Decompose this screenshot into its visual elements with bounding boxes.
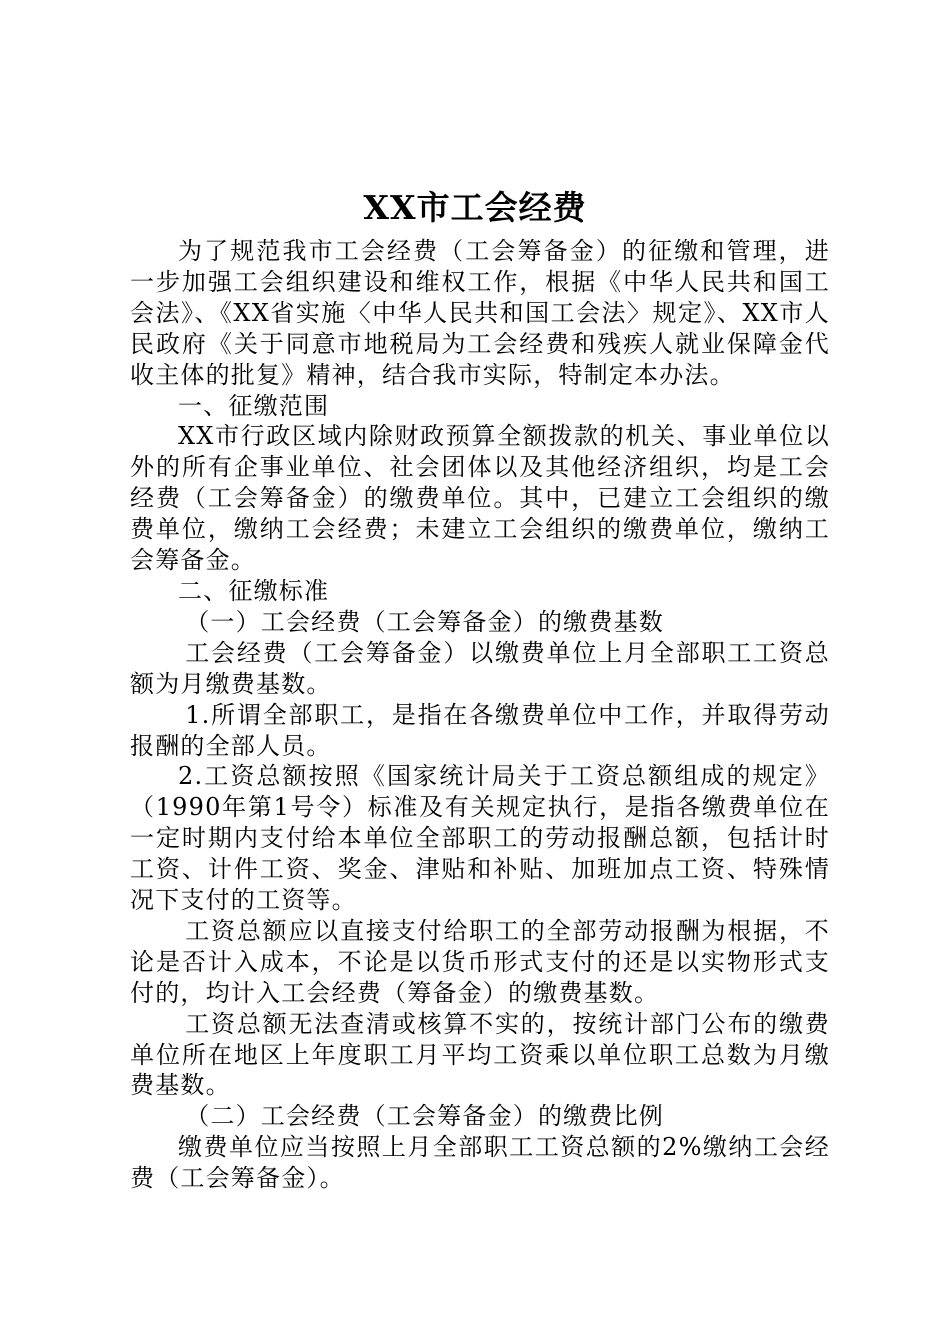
paragraph-base: 工会经费（工会筹备金）以缴费单位上月全部职工工资总额为月缴费基数。	[130, 638, 830, 698]
paragraph-item-1: 1.所谓全部职工，是指在各缴费单位中工作，并取得劳动报酬的全部人员。	[130, 700, 830, 760]
section-heading-scope: 一、征缴范围	[178, 391, 330, 420]
paragraph-item-2: 2.工资总额按照《国家统计局关于工资总额组成的规定》（1990年第1号令）标准及有关规定执行，是指各缴费单位在一定时期内支付给本单位全部职工的劳动报酬总额，包括计时工资、计件工资、奖金、津贴和补贴、加班加点工资、特殊情况下支付的工资等。	[130, 762, 830, 915]
document-title: XX市工会经费	[363, 188, 587, 227]
section-heading-standard: 二、征缴标准	[178, 576, 330, 605]
paragraph-ratio: 缴费单位应当按照上月全部职工工资总额的2%缴纳工会经费（工会筹备金）。	[130, 1133, 830, 1193]
paragraph-intro: 为了规范我市工会经费（工会筹备金）的征缴和管理，进一步加强工会组织建设和维权工作，根据《中华人民共和国工会法》、《XX省实施〈中华人民共和国工会法〉规定》、XX市人民政府《关于同意市地税局为工会经费和残疾人就业保障金代收主体的批复》精神，结合我市实际，特制定本办法。	[130, 237, 830, 389]
subsection-heading-ratio: （二）工会经费（工会筹备金）的缴费比例	[185, 1102, 664, 1131]
document-body	[130, 236, 830, 1194]
paragraph-wage-basis: 工资总额应以直接支付给职工的全部劳动报酬为根据，不论是否计入成本，不论是以货币形式支付的还是以实物形式支付的，均计入工会经费（筹备金）的缴费基数。	[130, 916, 830, 1007]
subsection-heading-base: （一）工会经费（工会筹备金）的缴费基数	[185, 607, 664, 636]
paragraph-scope: XX市行政区域内除财政预算全额拨款的机关、事业单位以外的所有企事业单位、社会团体以及其他经济组织，均是工会经费（工会筹备金）的缴费单位。其中，已建立工会组织的缴费单位，缴纳工会经费；未建立工会组织的缴费单位，缴纳工会筹备金。	[130, 422, 830, 575]
paragraph-wage-fallback: 工资总额无法查清或核算不实的，按统计部门公布的缴费单位所在地区上年度职工月平均工资乘以单位职工总数为月缴费基数。	[130, 1009, 830, 1100]
